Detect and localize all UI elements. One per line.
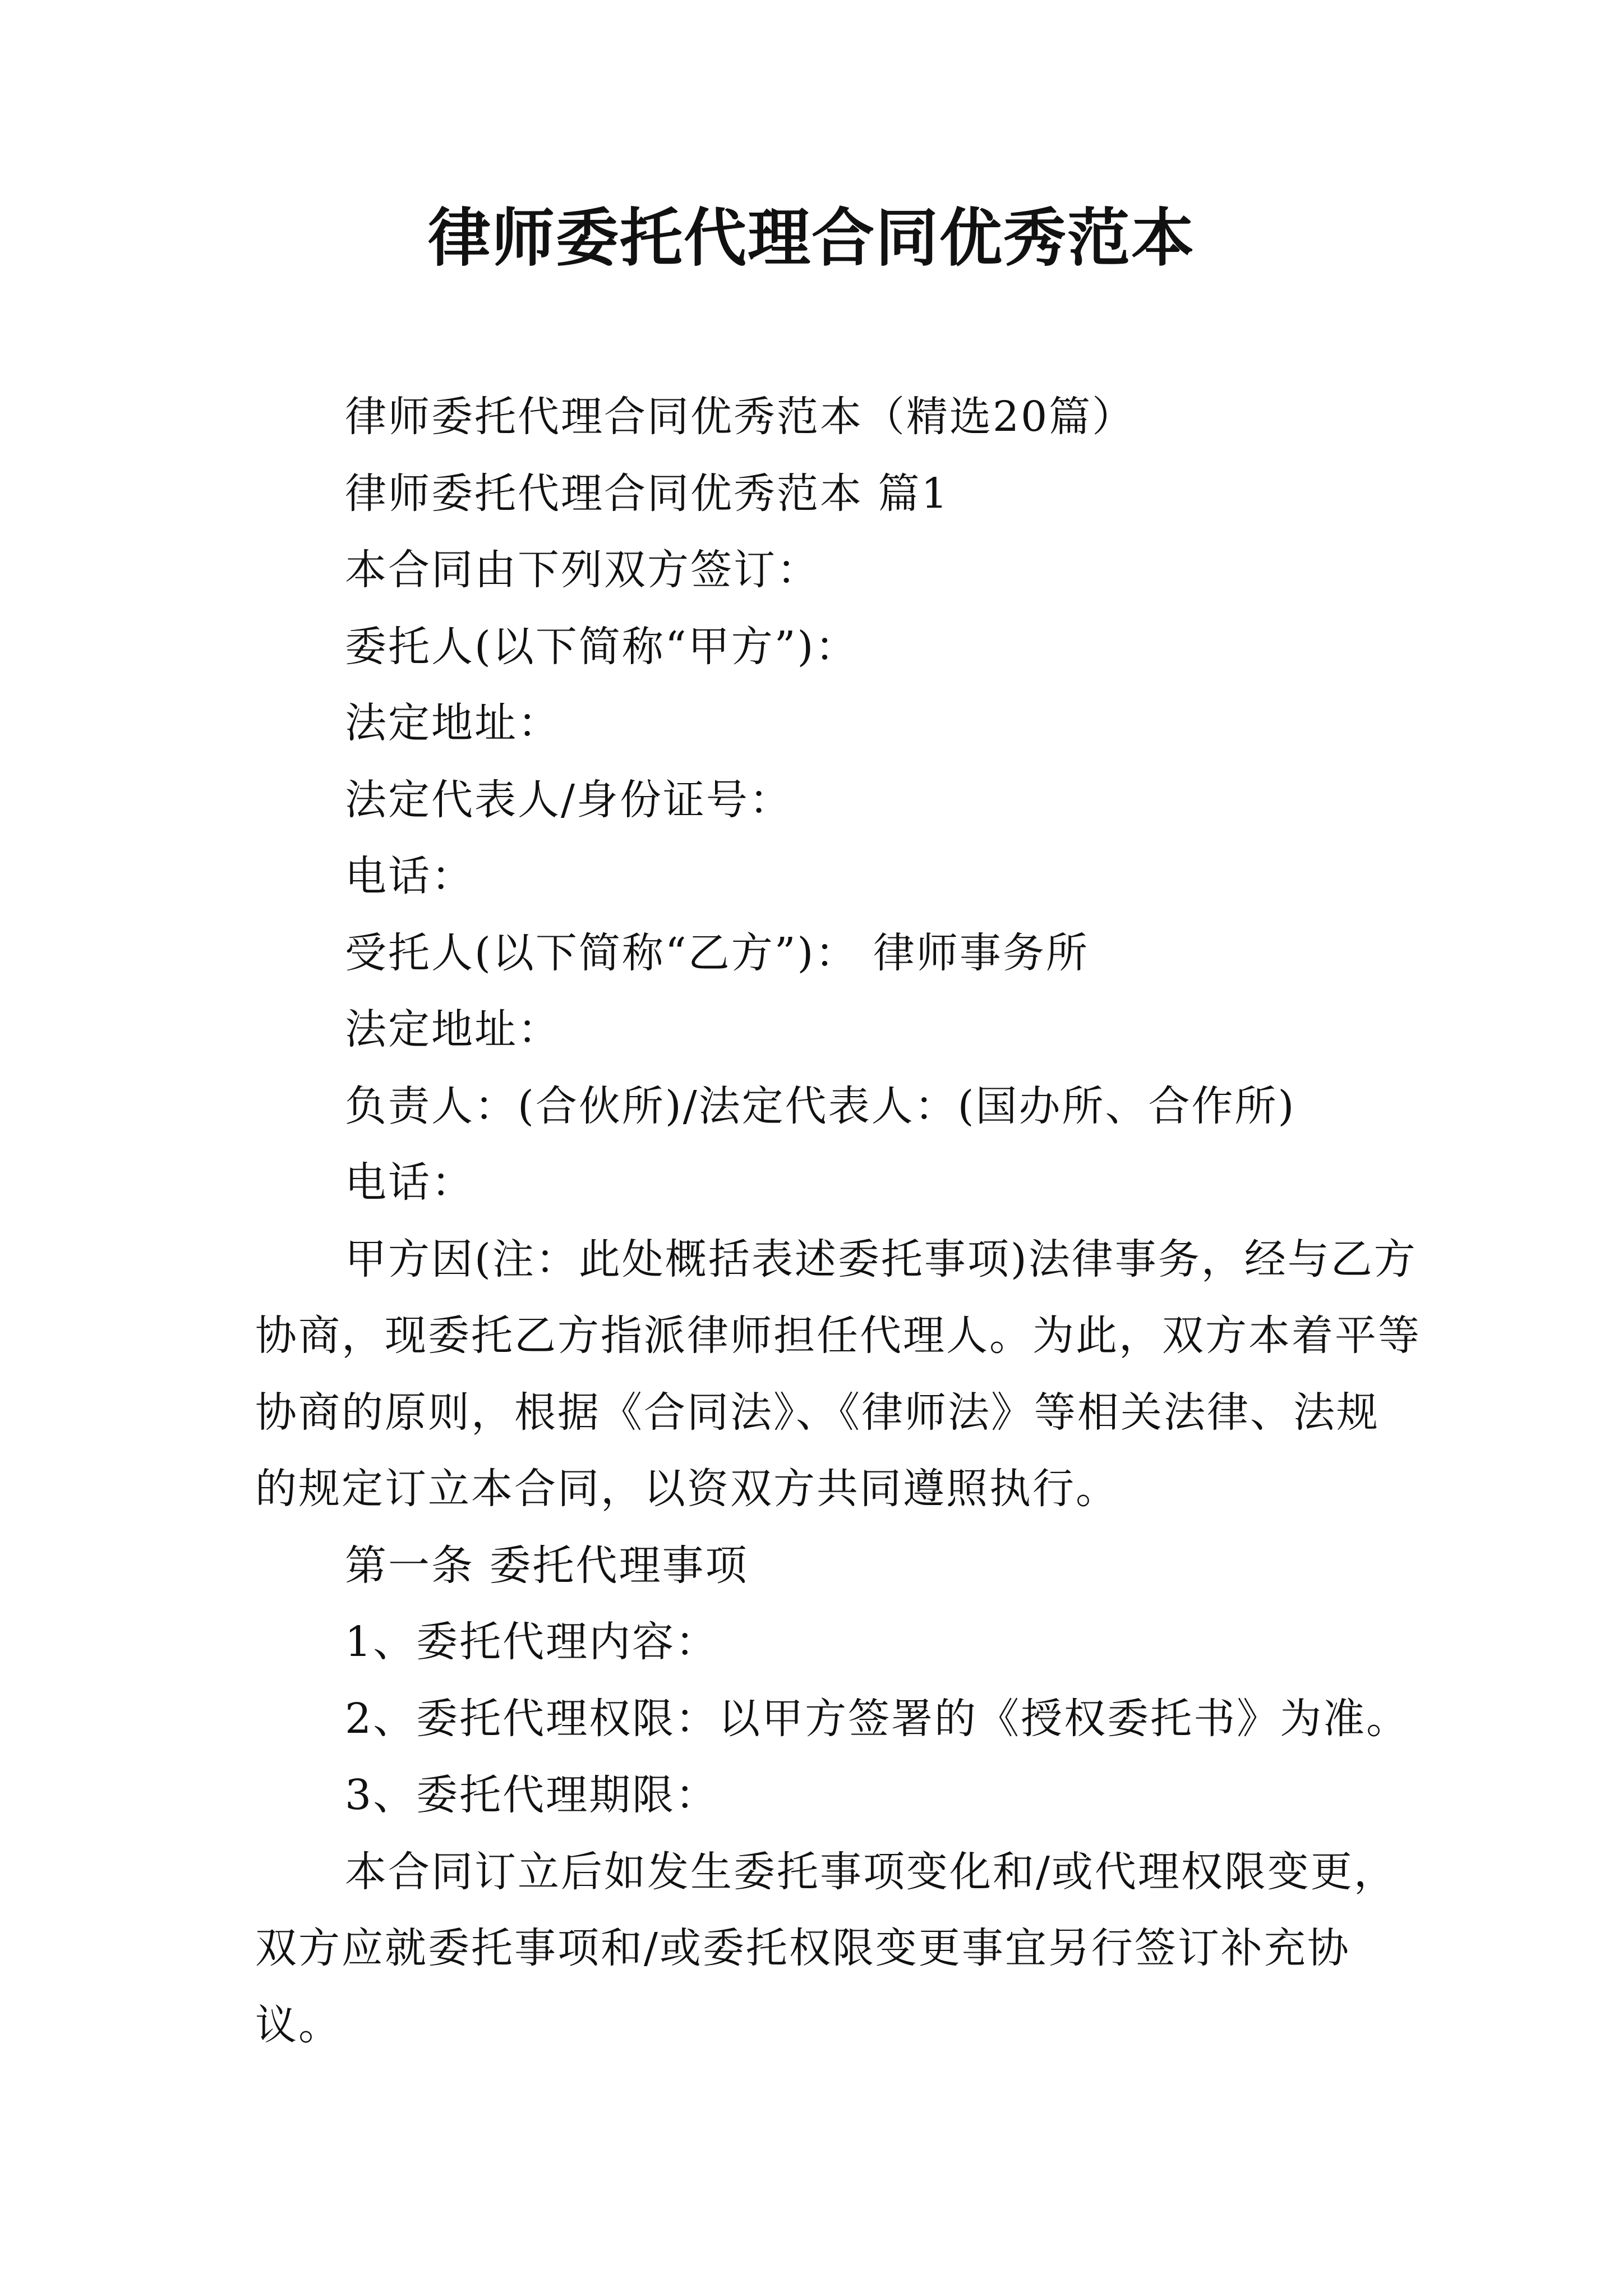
paragraph-party-b-address: 法定地址： bbox=[345, 1005, 561, 1053]
paragraph-party-b-phone: 电话： bbox=[345, 1158, 474, 1207]
paragraph-article-1: 第一条 委托代理事项 bbox=[345, 1541, 749, 1590]
paragraph-party-a-phone: 电话： bbox=[345, 852, 474, 900]
paragraph-party-a-address: 法定地址： bbox=[345, 699, 561, 747]
paragraph-amendment: 本合同订立后如发生委托事项变化和/或代理权限变更，双方应就委托事项和/或委托权限变更事宜另行签订补充协议。 bbox=[255, 1847, 1397, 2049]
paragraph-chapter-heading: 律师委托代理合同优秀范本 篇1 bbox=[345, 469, 949, 518]
paragraph-intro: 本合同由下列双方签订： bbox=[345, 546, 820, 594]
document-body bbox=[255, 379, 1422, 2063]
paragraph-party-a: 委托人(以下简称“甲方”)： bbox=[345, 622, 859, 671]
paragraph-preamble: 甲方因(注：此处概括表述委托事项)法律事务，经与乙方协商，现委托乙方指派律师担任代理人。为此，双方本着平等协商的原则，根据《合同法》、《律师法》等相关法律、法规的规定订立本合同，以资双方共同遵照执行。 bbox=[255, 1235, 1421, 1513]
document-title: 律师委托代理合同优秀范本 bbox=[428, 201, 1195, 275]
paragraph-item-1: 1、委托代理内容： bbox=[345, 1618, 719, 1666]
paragraph-party-b-responsible: 负责人：(合伙所)/法定代表人：(国办所、合作所) bbox=[345, 1082, 1296, 1130]
paragraph-party-b: 受托人(以下简称“乙方”)： 律师事务所 bbox=[345, 928, 1089, 977]
paragraph-item-2: 2、委托代理权限：以甲方签署的《授权委托书》为准。 bbox=[345, 1694, 1410, 1743]
paragraph-subtitle: 律师委托代理合同优秀范本（精选20篇） bbox=[345, 393, 1136, 441]
paragraph-party-a-representative: 法定代表人/身份证号： bbox=[345, 775, 792, 824]
paragraph-item-3: 3、委托代理期限： bbox=[345, 1771, 719, 1819]
